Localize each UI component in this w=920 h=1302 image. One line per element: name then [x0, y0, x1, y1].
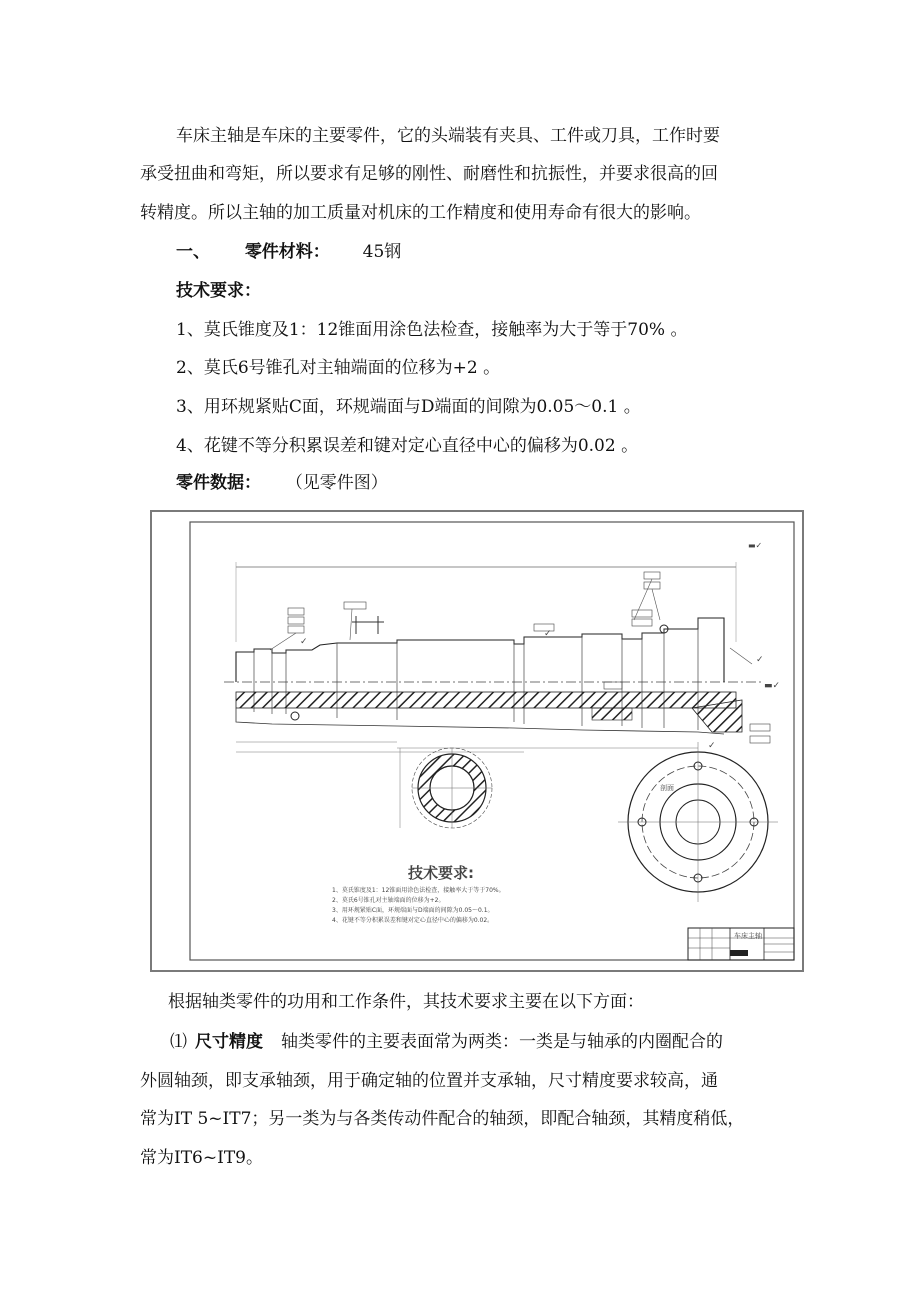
- tech-item-2: 2、莫氏6号锥孔对主轴端面的位移为+2 。: [176, 358, 501, 378]
- tech-item-3: 3、用环规紧贴C面，环规端面与D端面的间隙为0.05～0.1 。: [176, 397, 641, 417]
- after-item-title: 尺寸精度: [195, 1032, 263, 1052]
- svg-text:✓: ✓: [544, 629, 552, 639]
- title-block: [688, 928, 794, 960]
- inner-frame: [190, 522, 794, 960]
- after-line-4: 常为IT6~IT9。: [140, 1148, 263, 1168]
- title-block-name: 车床主轴: [734, 932, 762, 940]
- roughness-mark: ▬✓: [748, 541, 763, 550]
- drawing-tech-item-3: 3、用环规紧贴C面，环规端面与D端面的间隙为0.05～0.1。: [332, 907, 494, 914]
- material-value: 45钢: [362, 242, 402, 262]
- flange-end-view: [618, 742, 778, 902]
- after-item-text-1: 轴类零件的主要表面常为两类：一类是与轴承的内圈配合的: [281, 1032, 723, 1052]
- part-data-line: [176, 471, 780, 495]
- material-number: 一、: [176, 242, 210, 262]
- drawing-tech-item-2: 2、莫氏6号锥孔对主轴端面的位移为+2。: [332, 897, 445, 904]
- svg-text:✓: ✓: [708, 741, 716, 751]
- material-line: [176, 240, 780, 264]
- part-drawing: [150, 510, 804, 972]
- leader-lines: [270, 579, 752, 664]
- svg-text:✓: ✓: [300, 637, 308, 647]
- after-intro: 根据轴类零件的功用和工作条件，其技术要求主要在以下方面：: [168, 992, 644, 1012]
- intro-line-3: 转精度。所以主轴的加工质量对机床的工作精度和使用寿命有很大的影响。: [140, 203, 701, 223]
- tech-item-4: 4、花键不等分积累误差和键对定心直径中心的偏移为0.02 。: [176, 436, 639, 456]
- intro-line-2: 承受扭曲和弯矩，所以要求有足够的刚性、耐磨性和抗振性，并要求很高的回: [140, 164, 718, 184]
- after-item-line-1: [170, 1030, 780, 1054]
- tech-heading: 技术要求：: [176, 281, 261, 301]
- datum-c: [291, 712, 299, 720]
- after-line-3: 常为IT 5~IT7；另一类为与各类传动件配合的轴颈，即配合轴颈，其精度稍低，: [140, 1109, 745, 1129]
- tech-item-1: 1、莫氏锥度及1：12锥面用涂色法检查，接触率为大于等于70% 。: [176, 320, 688, 340]
- bottom-dimensions: [236, 742, 698, 752]
- svg-text:▬✓: ▬✓: [764, 681, 781, 691]
- drawing-tech-item-1: 1、莫氏锥度及1：12锥面用涂色法检查，接触率大于等于70%。: [332, 887, 505, 894]
- after-item-marker: ⑴: [170, 1032, 187, 1052]
- part-data-note: （见零件图）: [285, 473, 388, 493]
- drawing-tech-title: 技术要求:: [408, 864, 474, 882]
- section-label: 剖面: [660, 784, 674, 792]
- drawing-tech-item-4: 4、花键不等分积累误差和键对定心直径中心的偏移为0.02。: [332, 917, 494, 924]
- drawing-tech-notes: [332, 886, 505, 924]
- spline-section: [400, 748, 492, 828]
- material-label: 零件材料：: [244, 242, 330, 262]
- spindle-outline: [236, 618, 724, 682]
- section-hatch: [236, 692, 736, 708]
- intro-line-1: 车床主轴是车床的主要零件，它的头端装有夹具、工件或刀具，工作时要: [176, 126, 720, 146]
- spindle-drawing-svg: [152, 512, 802, 970]
- after-line-2: 外圆轴颈，即支承轴颈，用于确定轴的位置并支承轴，尺寸精度要求较高，通: [140, 1071, 718, 1091]
- svg-text:✓: ✓: [756, 655, 764, 665]
- part-data-label: 零件数据：: [176, 473, 261, 493]
